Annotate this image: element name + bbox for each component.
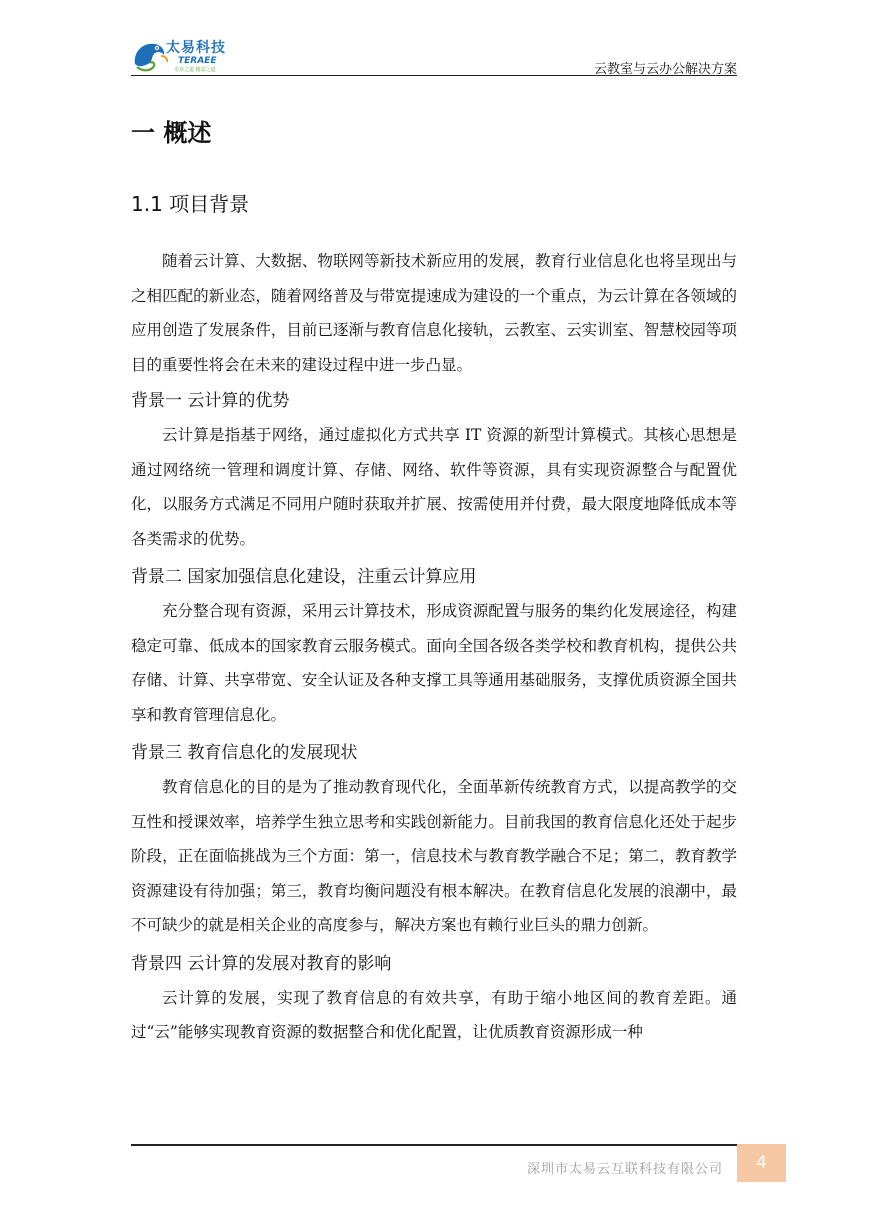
- footer-company: 深圳市太易云互联科技有限公司: [526, 1162, 723, 1177]
- intro-paragraph: 随着云计算、大数据、物联网等新技术新应用的发展，教育行业信息化也将呈现出与之相匹配的新业态，随着网络普及与带宽提速成为建设的一个重点，为云计算在各领域的应用创造了发展条件，目前已逐渐与教育信息化接轨，云教室、云实训室、智慧校园等项目的重要性将会在未来的建设过程中进一步凸显。: [131, 252, 737, 374]
- section-heading: 背景一 云计算的优势: [131, 391, 290, 411]
- section-title: 1.1 项目背景: [131, 192, 250, 216]
- logo-cn: 太易科技: [166, 40, 226, 56]
- section-paragraph: 充分整合现有资源，采用云计算技术，形成资源配置与服务的集约化发展途径，构建稳定可靠、低成本的国家教育云服务模式。面向全国各级各类学校和教育机构，提供公共存储、计算、共享带宽、安全认证及各种支撑工具等通用基础服务，支撑优质资源全国共享和教育管理信息化。: [131, 602, 737, 724]
- page-number: 4: [737, 1144, 786, 1182]
- chameleon-logo-icon: [131, 38, 171, 74]
- section-heading: 背景二 国家加强信息化建设，注重云计算应用: [131, 567, 477, 587]
- logo-slogan: 专业之道 精益之道: [174, 67, 216, 73]
- section-paragraph: 云计算的发展，实现了教育信息的有效共享，有助于缩小地区间的教育差距。通过“云”能够实现教育资源的数据整合和优化配置，让优质教育资源形成一种: [131, 988, 737, 1041]
- chapter-title: 一 概述: [131, 119, 212, 147]
- background-section-2: [131, 560, 737, 732]
- logo-en: TERAEE: [178, 56, 217, 66]
- logo-text: [166, 40, 226, 74]
- background-section-4: [131, 947, 737, 1050]
- header-divider: [131, 75, 737, 76]
- document-body: [131, 110, 737, 1054]
- background-section-3: [131, 736, 737, 943]
- section-paragraph: 教育信息化的目的是为了推动教育现代化，全面革新传统教育方式，以提高教学的交互性和授课效率，培养学生独立思考和实践创新能力。目前我国的教育信息化还处于起步阶段，正在面临挑战为三个方面：第一，信息技术与教育教学融合不足；第二，教育教学资源建设有待加强；第三，教育均衡问题没有根本解决。在教育信息化发展的浪潮中，最不可缺少的就是相关企业的高度参与，解决方案也有赖行业巨头的鼎力创新。: [131, 778, 737, 934]
- section-heading: 背景四 云计算的发展对教育的影响: [131, 953, 392, 974]
- footer-divider: [131, 1144, 737, 1146]
- section-paragraph: 云计算是指基于网络，通过虚拟化方式共享 IT 资源的新型计算模式。其核心思想是通过网络统一管理和调度计算、存储、网络、软件等资源，具有实现资源整合与配置优化，以服务方式满足不同用户随时获取并扩展、按需使用并付费，最大限度地降低成本等各类需求的优势。: [131, 426, 737, 548]
- header-title: 云教室与云办公解决方案: [593, 62, 737, 77]
- section-heading: 背景三 教育信息化的发展现状: [131, 743, 358, 763]
- background-section-1: [131, 384, 737, 556]
